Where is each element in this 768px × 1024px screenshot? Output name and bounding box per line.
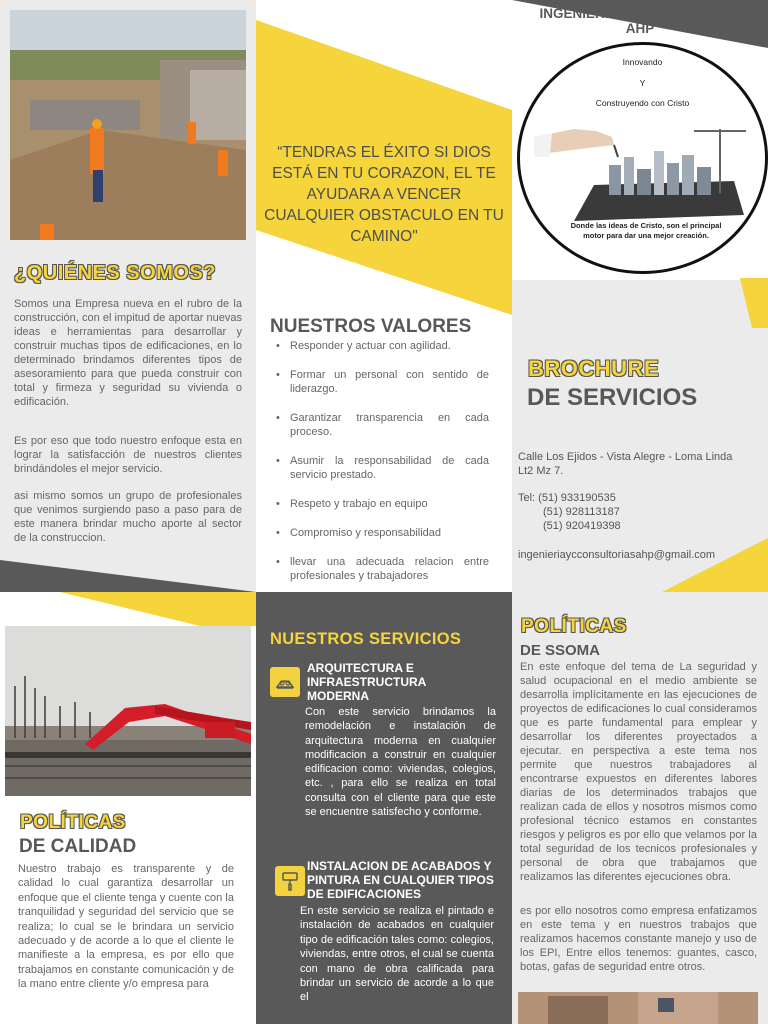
brochure-subtitle: DE SERVICIOS: [527, 384, 698, 411]
ssoma-subtitle: DE SSOMA: [520, 642, 601, 659]
brochure-title: BROCHURE: [528, 356, 660, 381]
ssoma-text-2: es por ello nosotros como empresa enfatizamos en este tema y en nuestros trabajos que realizamos hacemos constante manejo y uso de los EPI, Entre ellos tenemos: guantes, casco, botas, gafas de seguridad entre otros.: [520, 905, 757, 973]
valor-item: • Asumir la responsabilidad de cada servicio prestado.: [272, 454, 489, 482]
contact-email[interactable]: ingenieriaycconsultoriasahp@gmail.com: [518, 549, 716, 561]
servicio-1-text: Con este servicio brindamos la remodelación e instalación de arquitectura moderna en cualquier modificacion a construir en cualquier edificacion como: viviendas, colegios, etc. , para ello se realiza en total consulta con el cliente para que este se encuentre satisfecho y conforme.: [305, 706, 496, 819]
company-logo: [517, 42, 768, 274]
city-hand-icon: [534, 111, 754, 223]
company-name: [512, 6, 768, 36]
logo-line2: Y: [639, 78, 646, 88]
quienes-text-2: Es por eso que todo nuestro enfoque esta en lograr la satisfacción de nuestros clientes brindándoles el mejor servicio.: [14, 435, 242, 475]
calidad-subtitle: DE CALIDAD: [19, 836, 137, 857]
contact-tel-1: Tel: (51) 933190535: [518, 492, 616, 504]
calidad-title: POLÍTICAS: [20, 812, 126, 833]
company-name-line2: AHP: [625, 21, 655, 36]
calidad-text: Nuestro trabajo es transparente y de calidad lo cual garantiza desarrollar un enfoque que el cliente tenga y cuente con la tranquilidad y seguridad del servicio que se realiza; lo cual se le brindara un servicio adecuado y de acorde a lo que el cliente le manifieste a la empresa, es por ello que trabajamos en constante comunicación y de la mano entre cliente y/o empresa para: [18, 863, 234, 991]
valor-item: • llevar una adecuada relacion entre profesionales y trabajadores: [272, 555, 489, 583]
servicio-2-text: En este servicio se realiza el pintado e instalación de acabados en cualquier tipo de edificación tales como: colegios, viviendas, entre otros, el cual se cuenta con mano de obra calificada para brindar un servicio de acorde a lo que el: [300, 905, 494, 1004]
servicios-title: NUESTROS SERVICIOS: [270, 630, 462, 648]
quienes-text-1: Somos una Empresa nueva en el rubro de la construcción, con el impitud de aportar nuevas ideas e herramientas para desarrollar y construir muchas tipos de edificaciones, en lo determinado brindamos diferentes tipos de asesoramiento para que pueda construir con total y firmeza y seguridad su vivienda o edificación.: [14, 298, 242, 408]
contact-tel-3: (51) 920419398: [543, 520, 621, 532]
construction-photo-crane: [5, 626, 251, 796]
valores-list: [272, 339, 489, 598]
quote-text: “TENDRAS EL ÉXITO SI DIOS ESTÁ EN TU CORAZON, EL TE AYUDARA A VENCER CUALQUIER OBSTACULO EN TU CAMINO": [264, 144, 504, 245]
ssoma-title: POLÍTICAS: [521, 616, 627, 637]
valor-item: • Compromiso y responsabilidad: [272, 526, 489, 540]
valores-title: NUESTROS VALORES: [270, 316, 472, 337]
decor-wedge: [0, 540, 256, 592]
construction-photo-top: [10, 10, 246, 240]
company-name-line1: INGENIERIA Y CONSULTORIAS: [539, 6, 741, 21]
paint-roller-icon: [275, 866, 305, 896]
contact-tel-2: (51) 928113187: [543, 506, 620, 518]
building-photo: [518, 992, 758, 1024]
valor-item: • Formar un personal con sentido de liderazgo.: [272, 368, 489, 396]
quienes-title: ¿QUIÉNES SOMOS?: [14, 262, 216, 284]
valor-item: • Garantizar transparencia en cada proceso.: [272, 411, 489, 439]
quienes-text-3: asi mismo somos un grupo de profesionales que venimos surgiendo paso a paso para de este manera brindar mucho aporte al sector de la construccion.: [14, 490, 242, 544]
servicio-2-title: INSTALACION DE ACABADOS Y PINTURA EN CUALQUIER TIPOS DE EDIFICACIONES: [307, 859, 494, 901]
servicio-1-title: ARQUITECTURA E INFRAESTRUCTURA MODERNA: [307, 661, 426, 703]
logo-line1: Innovando: [622, 57, 663, 67]
logo-caption: Donde las ideas de Cristo, son el principal motor para dar una mejor creación.: [570, 221, 722, 240]
architecture-icon: [270, 667, 300, 697]
contact-address: Calle Los Ejidos - Vista Alegre - Loma Linda Lt2 Mz 7.: [518, 451, 733, 477]
valor-item: • Respeto y trabajo en equipo: [272, 497, 489, 511]
valor-item: • Responder y actuar con agilidad.: [272, 339, 489, 353]
logo-line3: Construyendo con Cristo: [595, 98, 690, 108]
ssoma-text-1: En este enfoque del tema de La seguridad y salud ocupacional en el medio ambiente se desarrolla implícitamente en las ejecuciones de proyectos de edificaciones lo cual consideramos que es parte fundamental para emplear y desarrollar los diferentes proyectados a ejecutar. en perspectiva a este tema nos permite que nuestros trabajadores al encontrarse expuestos en diferentes labores diarias de los determinados trabajos que realizan cada de ellos y nosotros mismos como profesional técnico estamos en constantes riesgos y peligros es por ello que velamos por la total seguridad de los tecnicos profesionales y personal de obra que trabajamos que realizamos las diferentes ejecuciones obra.: [520, 661, 757, 883]
